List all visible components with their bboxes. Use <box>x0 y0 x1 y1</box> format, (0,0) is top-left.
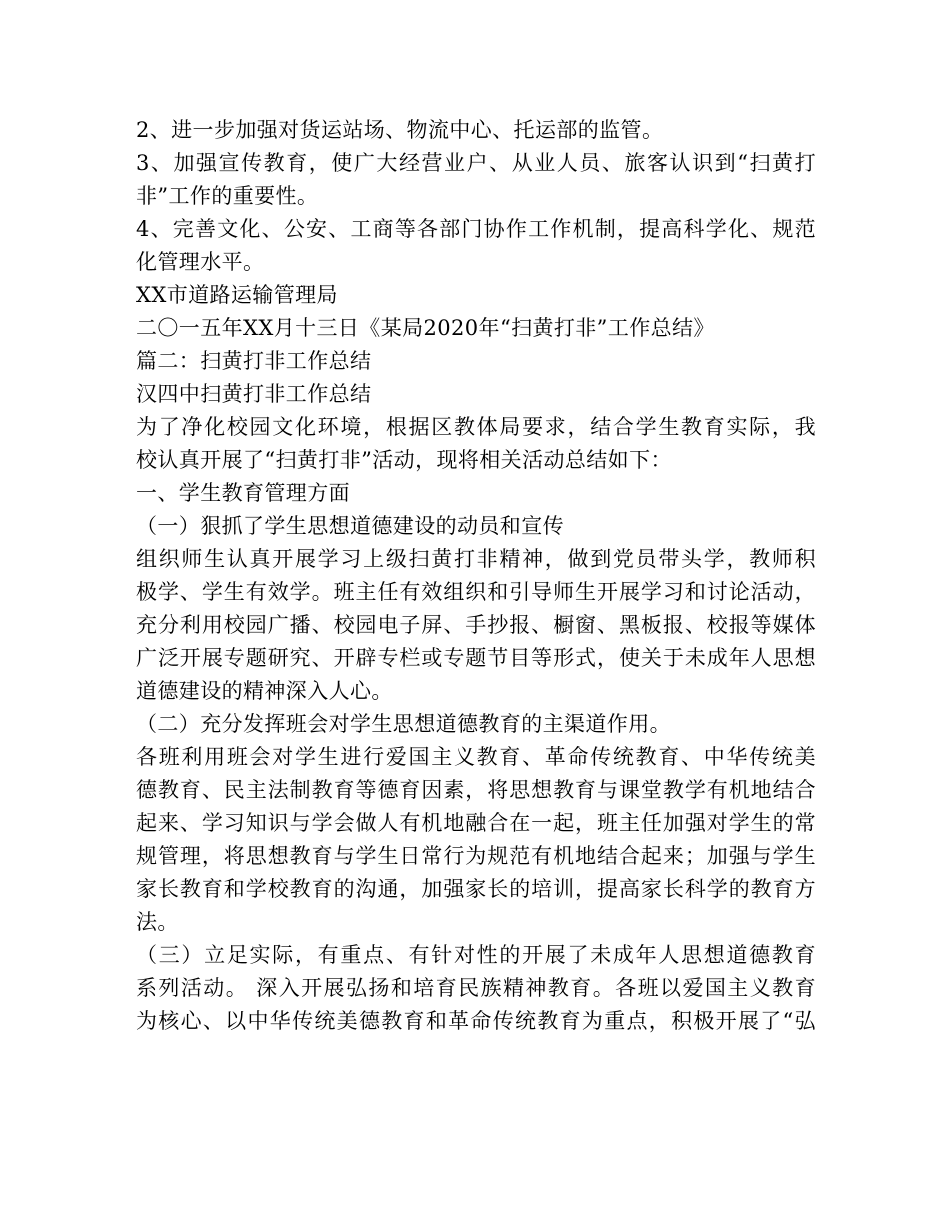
text-line: 法。 <box>136 910 179 934</box>
document-title: 汉四中扫黄打非工作总结 <box>136 382 372 406</box>
text-line: 系列活动。 深入开展弘扬和培育民族精神教育。各班以爱国主义教育 <box>136 976 816 1000</box>
text-line: 极学、学生有效学。班主任有效组织和引导师生开展学习和讨论活动， <box>136 580 816 604</box>
text-line: 组织师生认真开展学习上级扫黄打非精神，做到党员带头学，教师积 <box>136 547 816 571</box>
text-line: 2、进一步加强对货运站场、物流中心、托运部的监管。 <box>136 118 664 142</box>
text-line: 起来、学习知识与学会做人有机地融合在一起，班主任加强对学生的常 <box>136 811 816 835</box>
subheading: （三）立足实际，有重点、有针对性的开展了未成年人思想道德教育 <box>136 943 816 967</box>
signature-date: 二〇一五年XX月十三日《某局2020年“扫黄打非”工作总结》 <box>136 316 715 340</box>
text-line: 广泛开展专题研究、开辟专栏或专题节目等形式，使关于未成年人思想 <box>136 646 816 670</box>
text-line: 家长教育和学校教育的沟通，加强家长的培训，提高家长科学的教育方 <box>136 877 816 901</box>
text-line: 校认真开展了“扫黄打非”活动，现将相关活动总结如下： <box>136 448 672 472</box>
text-line: 4、完善文化、公安、工商等各部门协作工作机制，提高科学化、规范 <box>136 217 816 241</box>
subheading: （二）充分发挥班会对学生思想道德教育的主渠道作用。 <box>136 712 671 736</box>
text-line: 德教育、民主法制教育等德育因素，将思想教育与课堂教学有机地结合 <box>136 778 816 802</box>
text-line: 非”工作的重要性。 <box>136 184 319 208</box>
text-line: 道德建设的精神深入人心。 <box>136 679 393 703</box>
text-line: 化管理水平。 <box>136 250 265 274</box>
subheading: 一、学生教育管理方面 <box>136 481 350 505</box>
subheading: （一）狠抓了学生思想道德建设的动员和宣传 <box>136 514 564 538</box>
text-line: 各班利用班会对学生进行爱国主义教育、革命传统教育、中华传统美 <box>136 745 816 769</box>
text-line: 充分利用校园广播、校园电子屏、手抄报、橱窗、黑板报、校报等媒体 <box>136 613 816 637</box>
text-line: 规管理，将思想教育与学生日常行为规范有机地结合起来；加强与学生 <box>136 844 816 868</box>
section-heading: 篇二：扫黄打非工作总结 <box>136 349 372 373</box>
document-page <box>136 114 816 1038</box>
text-line: 3、加强宣传教育，使广大经营业户、从业人员、旅客认识到“扫黄打 <box>136 151 816 175</box>
signature-org: XX市道路运输管理局 <box>136 283 338 307</box>
text-line: 为核心、以中华传统美德教育和革命传统教育为重点，积极开展了“弘 <box>136 1009 816 1033</box>
text-line: 为了净化校园文化环境，根据区教体局要求，结合学生教育实际，我 <box>136 415 816 439</box>
